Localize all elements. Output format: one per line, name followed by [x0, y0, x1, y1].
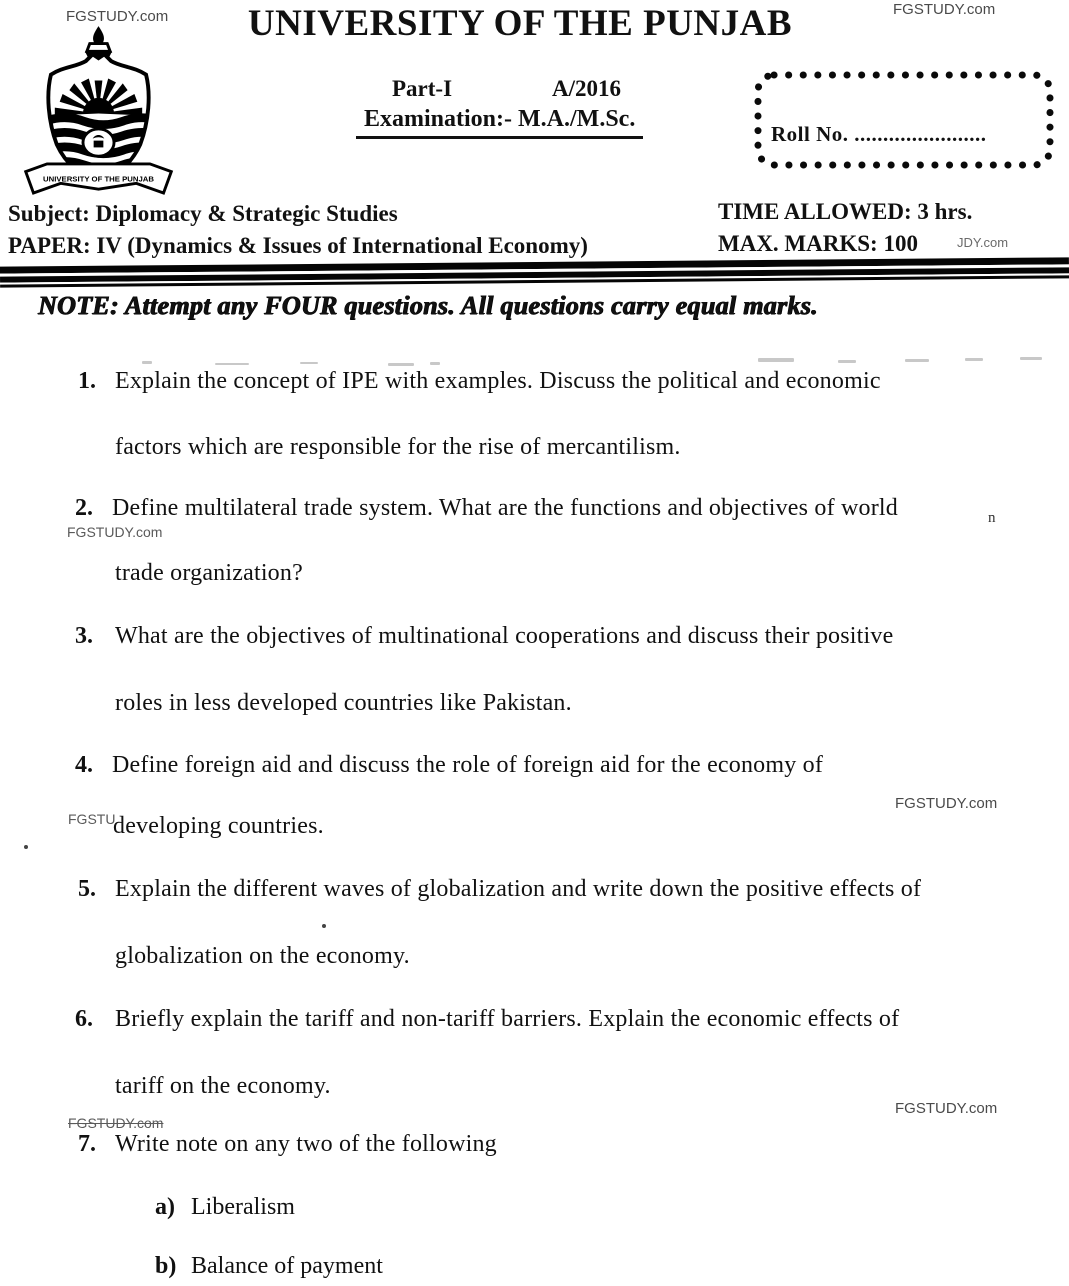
watermark-partial-jdy: JDY.com	[957, 235, 1009, 250]
scan-noise	[388, 363, 414, 366]
question-1-line-2: factors which are responsible for the rise of mercantilism.	[115, 434, 681, 460]
header-divider	[0, 257, 1069, 287]
subquestion-a-text: Liberalism	[191, 1194, 295, 1220]
watermark-top-right: FGSTUDY.com	[893, 1, 996, 18]
scan-noise	[838, 360, 856, 363]
watermark-top-left: FGSTUDY.com	[66, 8, 169, 25]
session-label: A/2016	[552, 76, 621, 101]
question-6-line-2: tariff on the economy.	[115, 1073, 331, 1099]
scan-noise	[215, 363, 249, 365]
question-7-number: 7.	[78, 1131, 96, 1157]
question-3-number: 3.	[75, 623, 93, 649]
question-1-line-1: Explain the concept of IPE with examples. Discuss the political and economic	[115, 368, 881, 394]
scan-noise	[905, 359, 929, 362]
question-4-number: 4.	[75, 752, 93, 778]
question-5-line-2: globalization on the economy.	[115, 943, 410, 969]
question-1-number: 1.	[78, 368, 96, 394]
question-4-line-1: Define foreign aid and discuss the role of foreign aid for the economy of	[112, 752, 824, 778]
subquestion-a-label: a)	[155, 1194, 175, 1220]
question-2-number: 2.	[75, 495, 93, 521]
subquestion-b-text: Balance of payment	[191, 1253, 383, 1279]
watermark-q2-left: FGSTUDY.com	[67, 524, 163, 540]
note-line: NOTE: Attempt any FOUR questions. All questions carry equal marks.	[38, 291, 818, 320]
question-6-number: 6.	[75, 1006, 93, 1032]
question-4-line-2: developing countries.	[113, 813, 324, 839]
question-5-line-1: Explain the different waves of globalization and write down the positive effects of	[115, 876, 922, 902]
logo-banner-text: UNIVERSITY OF THE PUNJAB	[43, 174, 154, 184]
watermark-q4-right: FGSTUDY.com	[895, 795, 998, 812]
question-2-line-2: trade organization?	[115, 560, 303, 586]
scan-dot	[322, 924, 326, 928]
scan-noise	[758, 358, 794, 362]
scan-noise	[142, 361, 152, 364]
scan-noise	[1020, 357, 1042, 360]
page-title: UNIVERSITY OF THE PUNJAB	[247, 3, 793, 44]
scan-noise	[430, 362, 440, 365]
max-marks: MAX. MARKS: 100	[718, 231, 918, 256]
scan-noise	[300, 362, 318, 364]
question-6-line-1: Briefly explain the tariff and non-tariff barriers. Explain the economic effects of	[115, 1006, 900, 1032]
subject-line: Subject: Diplomacy & Strategic Studies	[8, 201, 398, 226]
paper-line: PAPER: IV (Dynamics & Issues of International Economy)	[8, 233, 588, 258]
examination-line: Examination:- M.A./M.Sc.	[356, 106, 643, 139]
roll-no-label: Roll No. .......................	[771, 122, 987, 146]
scan-noise	[965, 358, 983, 361]
scan-dot	[24, 845, 28, 849]
watermark-stray-n: n	[988, 510, 996, 526]
watermark-q4-left-partial: FGSTU	[68, 811, 116, 827]
time-allowed: TIME ALLOWED: 3 hrs.	[718, 199, 973, 224]
question-3-line-2: roles in less developed countries like Pakistan.	[115, 690, 572, 716]
question-2-line-1: Define multilateral trade system. What are the functions and objectives of world	[112, 495, 898, 521]
subquestion-b-label: b)	[155, 1253, 177, 1279]
question-5-number: 5.	[78, 876, 96, 902]
question-3-line-1: What are the objectives of multinational cooperations and discuss their positive	[115, 623, 894, 649]
part-label: Part-I	[392, 76, 453, 101]
watermark-q6-right: FGSTUDY.com	[895, 1100, 998, 1117]
watermark-q7-left: FGSTUDY.com	[68, 1115, 164, 1131]
roll-no-box	[753, 70, 1055, 170]
question-7-line-1: Write note on any two of the following	[115, 1131, 497, 1157]
university-crest-icon	[16, 24, 181, 199]
university-logo	[16, 24, 181, 204]
dotted-border	[753, 70, 1055, 170]
